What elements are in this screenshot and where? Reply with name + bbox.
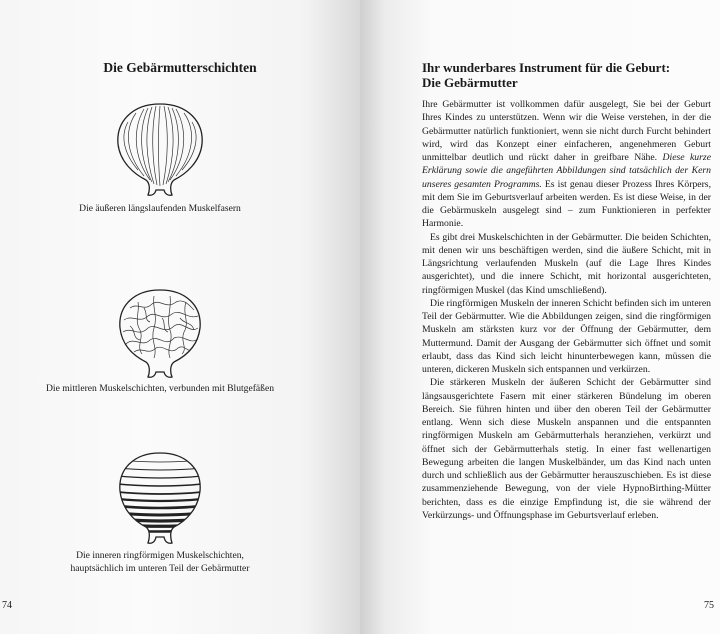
paragraph-2: Es gibt drei Muskelschichten in der Gebärmutter. Die beiden Schichten, mit denen wir uns beschäftigen werden, sind die äußere Schicht, mit in Längsrichtung verlaufenden Muskeln (auf die Lage Ihres Kindes ausgerichtet), und die innere Schicht, mit horizontal ausgerichteten, ringförmigen Muskel (das Kind umschließend). (422, 231, 711, 296)
figure-inner-muscle (40, 451, 280, 575)
uterus-inner-ring-muscle-icon (110, 451, 210, 547)
figure-outer-muscle (40, 100, 280, 215)
uterus-middle-muscle-layer-icon (110, 288, 210, 380)
left-page-title: Die Gebärmutterschichten (103, 60, 257, 75)
paragraph-4: Die stärkeren Muskeln der äußeren Schicht der Gebärmutter sind längsausgerichtete Fasern mit einer stärkeren Bündelung im oberen Bereich. Sie führen hinten und über den oberen Teil der Gebärmutter entlang. Wenn sich diese Muskeln anspannen und die entspannten ringförmigen Muskeln am Gebärmutterhals heranziehen, verkürzt und öffnet sich der Gebärmutterhals stetig. In einer fast wellenartigen Bewegung arbeiten die langen Muskelbänder, um das Kind nach unten durch und schließlich aus der Gebärmutter herauszuschieben. Es ist diese zusammenziehende Bewegung, von der viele HypnoBirthing-Mütter berichten, dass es die einzige Empfindung ist, die sie während der Verkürzungs- und Öffnungsphase im Geburtsverlauf erleben. (422, 377, 711, 521)
figure-caption-3: Die inneren ringförmigen Muskelschichten, hauptsächlich im unteren Teil der Gebärmutter (70, 550, 250, 574)
page-number-left: 74 (2, 600, 12, 611)
body-text (422, 98, 711, 522)
figure-caption-2: Die mittleren Muskelschichten, verbunden mit Blutgefäßen (45, 383, 275, 394)
figure-middle-muscle (40, 288, 280, 395)
uterus-outer-longitudinal-muscle-icon (110, 100, 210, 200)
figure-caption-1: Die äußeren längslaufenden Muskelfasern (79, 203, 241, 214)
right-page-title: Ihr wunderbares Instrument für die Geburt: Die Gebärmutter (422, 60, 671, 90)
paragraph-1: Ihre Gebärmutter ist vollkommen dafür ausgelegt, Sie bei der Geburt Ihres Kindes zu unterstützen. Wenn wir die Weise verstehen, in der die Gebärmutter natürlich funktioniert, wenn sie nicht durch Furcht behindert wird, wird das Konzept einer einfacheren, angenehmeren Geburt unmittelbar deutlich und rückt daher in greifbare Nähe. Diese kurze Erklärung sowie die angeführten Abbildungen sind tatsächlich der Kern unseres gesamten Programms. Es ist genau dieser Prozess Ihres Körpers, mit dem Sie im Geburtsverlauf arbeiten werden. Es ist diese Weise, in der die Gebärmuskeln ausgelegt sind – zum Funktionieren in perfekter Harmonie. (422, 99, 712, 230)
page-number-right: 75 (704, 600, 714, 611)
paragraph-3: Die ringförmigen Muskeln der inneren Schicht befinden sich im unteren Teil der Gebärmutter. Wie die Abbildungen zeigen, sind die ringförmigen Muskeln am stärksten kurz vor der Öffnung der Gebärmutter, dem Muttermund. Damit der Ausgang der Gebärmutter sich öffnet und somit erlaubt, dass das Kind sich leicht hinunterbewegen kann, müssen die unteren, dickeren Muskeln sich entspannen und verkürzen. (422, 297, 711, 375)
right-page (360, 0, 720, 634)
